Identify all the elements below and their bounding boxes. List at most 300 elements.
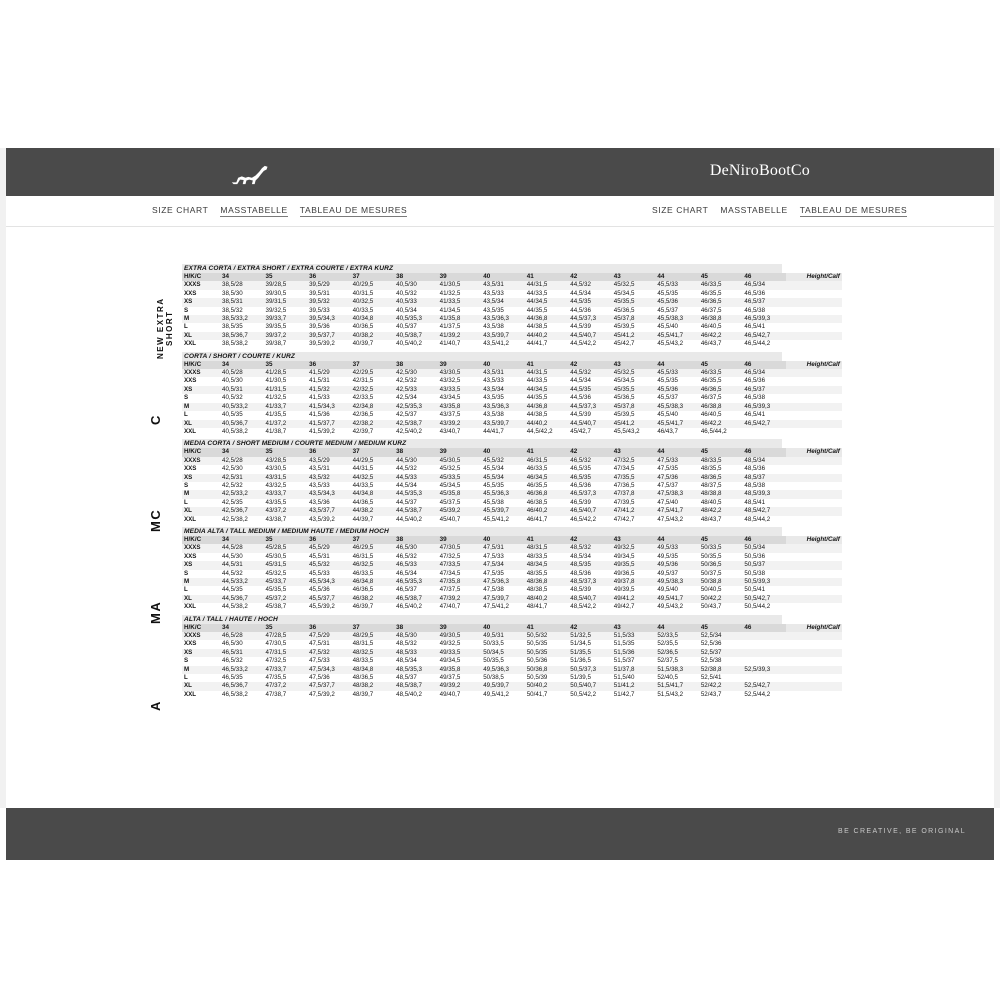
size-table-block: [182, 352, 840, 437]
table-cell: 42,5/31: [220, 474, 264, 482]
table-cell: 40,5/36,7: [220, 420, 264, 428]
table-cell: 46,5/40,7: [568, 507, 612, 515]
table-cell: 50/38,8: [699, 578, 743, 586]
table-cell: 44,5/32: [394, 465, 438, 473]
row-label: XXL: [182, 340, 220, 348]
table-cell: 48/34,8: [351, 666, 395, 674]
table-header-cell: 37: [351, 448, 395, 456]
table-cell: 47,5/34,3: [307, 666, 351, 674]
table-cell: 38,5/32: [220, 307, 264, 315]
table-cell: 39,5/39,2: [307, 340, 351, 348]
table-cell: 51,5/33: [612, 632, 656, 640]
table-cell: 45,5/34: [481, 474, 525, 482]
table-cell: 50,5/42,2: [568, 691, 612, 699]
table-cell: 41/38,7: [264, 428, 308, 436]
table-cell-pad: [786, 465, 842, 473]
table-cell: 45,5/40: [655, 323, 699, 331]
nav-item-tableau-right[interactable]: TABLEAU DE MESURES: [799, 205, 908, 215]
table-header-cell: 39: [438, 361, 482, 369]
table-cell: 47/35,5: [612, 474, 656, 482]
table-cell: 47/34,5: [438, 570, 482, 578]
table-cell: 47/37,2: [264, 682, 308, 690]
nav-right[interactable]: [652, 205, 907, 217]
row-label: M: [182, 490, 220, 498]
table-cell: 46,5/30: [220, 640, 264, 648]
table-cell: 45,5/38,3: [655, 315, 699, 323]
table-header-cell: H/K/C: [182, 624, 220, 632]
table-cell: 47/30,5: [438, 544, 482, 552]
table-header-cell: 35: [264, 536, 308, 544]
table-cell: 45,5/41,2: [481, 516, 525, 524]
table-cell: 43/37,5: [438, 411, 482, 419]
table-cell: 43,5/31: [481, 369, 525, 377]
table-cell: 47/39,5: [612, 499, 656, 507]
table-cell: 49/32,5: [438, 640, 482, 648]
table-cell: 47,5/39,7: [481, 595, 525, 603]
table-cell: 47/31,5: [264, 649, 308, 657]
table-cell: 50/38,5: [481, 674, 525, 682]
row-label: M: [182, 666, 220, 674]
table-cell: 45,5/36: [655, 386, 699, 394]
table-cell: 44/35,5: [525, 307, 569, 315]
table-cell: 44,5/37: [394, 499, 438, 507]
table-cell: 50,5/39: [525, 674, 569, 682]
table-cell: 46/38,8: [699, 403, 743, 411]
table-cell: 49,5/39,7: [481, 682, 525, 690]
table-cell: 43,5/33: [481, 290, 525, 298]
table-header-height-calf: Height/Calf: [786, 273, 842, 281]
table-cell: 42,5/33,2: [220, 490, 264, 498]
table-cell: 44/36,8: [525, 403, 569, 411]
table-cell: 44/32,5: [351, 474, 395, 482]
table-cell: 46,5/36,7: [220, 682, 264, 690]
table-cell: 44/36,8: [525, 315, 569, 323]
table-cell: 47/30,5: [264, 640, 308, 648]
table-cell: 43/33,5: [438, 386, 482, 394]
table-cell: 43/30,5: [264, 465, 308, 473]
table-cell: 44,5/38,2: [220, 603, 264, 611]
table-cell: 43/31,5: [264, 474, 308, 482]
table-cell: 40,5/33,2: [220, 403, 264, 411]
row-label: XL: [182, 507, 220, 515]
table-cell: 45,5/38: [481, 499, 525, 507]
table-cell: 44,5/32: [568, 281, 612, 289]
table-cell: 46/41,7: [525, 516, 569, 524]
table-cell: 40/32,5: [351, 298, 395, 306]
table-cell: 46,5/39,3: [742, 403, 786, 411]
table-cell: 47/28,5: [264, 632, 308, 640]
table-cell: 45/41,2: [612, 420, 656, 428]
table-row: [182, 640, 842, 648]
table-cell-pad: [786, 586, 842, 594]
table-cell: 47,5/36,3: [481, 578, 525, 586]
table-cell-pad: [786, 603, 842, 611]
table-header-cell: 45: [699, 624, 743, 632]
table-header-cell: 43: [612, 361, 656, 369]
table-header-cell: 42: [568, 624, 612, 632]
table-cell: 42/29,5: [351, 369, 395, 377]
nav-item-tableau-left[interactable]: TABLEAU DE MESURES: [299, 205, 408, 215]
table-header-cell: 38: [394, 361, 438, 369]
table-cell: 47,5/37,7: [307, 682, 351, 690]
table-cell: 45,5/37: [655, 394, 699, 402]
table-cell: 43,5/35: [481, 394, 525, 402]
table-cell: 49,5/35: [655, 553, 699, 561]
table-cell: 42,5/30: [394, 369, 438, 377]
table-cell: 48/35,5: [525, 570, 569, 578]
table-cell: 48,5/40,7: [568, 595, 612, 603]
table-cell: 50,5/37: [742, 561, 786, 569]
table-cell: 46,5/39: [568, 499, 612, 507]
table-cell: 46/42,2: [699, 420, 743, 428]
table-cell: 45/36,5: [612, 307, 656, 315]
table-cell: 44,5/35: [568, 386, 612, 394]
table-cell: 41/30,5: [264, 377, 308, 385]
table-cell: 45,5/43,2: [655, 340, 699, 348]
row-label: XXS: [182, 465, 220, 473]
row-label: S: [182, 570, 220, 578]
table-cell: 48,5/42,7: [742, 507, 786, 515]
table-cell: 46,5/35,3: [394, 578, 438, 586]
horse-icon: [228, 164, 274, 186]
size-table: [182, 624, 842, 700]
table-cell: 44,5/36,7: [220, 595, 264, 603]
row-label: XL: [182, 682, 220, 690]
table-cell: 46,5/33: [394, 561, 438, 569]
table-row: [182, 691, 842, 699]
table-cell: 48/34,5: [525, 561, 569, 569]
table-cell-pad: [786, 281, 842, 289]
table-cell: 44,5/37,3: [568, 315, 612, 323]
table-cell: 47,5/40: [655, 499, 699, 507]
table-cell: 43,5/33: [307, 482, 351, 490]
size-table: [182, 361, 842, 437]
table-cell: 46/38,2: [351, 595, 395, 603]
table-cell: 40,5/38,2: [220, 428, 264, 436]
table-cell: 48,5/34: [742, 457, 786, 465]
table-cell: 46,5/34: [394, 570, 438, 578]
table-cell: 50,5/32: [525, 632, 569, 640]
size-table: [182, 273, 842, 349]
table-cell: 44,5/33: [394, 474, 438, 482]
table-cell: 49/41,2: [612, 595, 656, 603]
table-cell: 52,5/39,3: [742, 666, 786, 674]
nav-item-masstabelle-right[interactable]: MASSTABELLE: [720, 205, 788, 215]
table-cell: 45/30,5: [438, 457, 482, 465]
table-cell: 47/37,5: [438, 586, 482, 594]
table-header-cell: 43: [612, 448, 656, 456]
table-cell: 45/32,5: [612, 369, 656, 377]
table-cell: 45/42,7: [568, 428, 612, 436]
table-cell: 49/30,5: [438, 632, 482, 640]
table-cell: 48/38,8: [699, 490, 743, 498]
table-cell: 46,5/32: [220, 657, 264, 665]
row-label: M: [182, 578, 220, 586]
table-cell: 41,5/32: [307, 386, 351, 394]
table-header-cell: H/K/C: [182, 361, 220, 369]
row-label: XXL: [182, 603, 220, 611]
table-cell: 43,5/34: [481, 386, 525, 394]
table-cell: 45,5/31: [307, 553, 351, 561]
table-cell: 47/32,5: [264, 657, 308, 665]
table-cell: 44/34,5: [525, 386, 569, 394]
table-cell: 43/30,5: [438, 369, 482, 377]
table-row: [182, 403, 842, 411]
table-cell: 45/31,5: [264, 561, 308, 569]
table-cell: 42,5/38,2: [220, 516, 264, 524]
table-cell: 45,5/41,7: [655, 332, 699, 340]
row-label: XXS: [182, 377, 220, 385]
row-label: XXXS: [182, 281, 220, 289]
table-row: [182, 570, 842, 578]
table-cell: 44/34,5: [525, 298, 569, 306]
table-cell: 47/39,2: [438, 595, 482, 603]
table-cell: 46/33,5: [351, 570, 395, 578]
table-cell: 49,5/38,3: [655, 578, 699, 586]
table-cell: 45/36,5: [612, 394, 656, 402]
row-label: M: [182, 403, 220, 411]
table-cell: 48,5/32: [394, 640, 438, 648]
table-cell: 45,5/35: [655, 377, 699, 385]
table-cell: 45/34,5: [612, 377, 656, 385]
table-cell: 43,5/34,3: [307, 490, 351, 498]
table-cell: 45,5/39,7: [481, 507, 525, 515]
table-cell: 42,5/35,3: [394, 403, 438, 411]
table-cell: 46,5/44,2: [742, 340, 786, 348]
table-cell: 45,5/36,3: [481, 490, 525, 498]
table-cell: 48,5/37,3: [568, 578, 612, 586]
row-label: XS: [182, 474, 220, 482]
table-cell: 43/35,5: [264, 499, 308, 507]
table-cell: 45/32,5: [264, 570, 308, 578]
table-cell: 42,5/28: [220, 457, 264, 465]
table-cell: 48,5/39,3: [742, 490, 786, 498]
row-label: XXXS: [182, 544, 220, 552]
size-table-title: CORTA / SHORT / COURTE / KURZ: [182, 352, 782, 361]
table-cell-pad: [786, 516, 842, 524]
table-row: [182, 682, 842, 690]
table-cell: 47,5/33: [307, 657, 351, 665]
table-cell: 45/34,5: [438, 482, 482, 490]
table-cell: 48/31,5: [351, 640, 395, 648]
table-cell: 48/33,5: [699, 457, 743, 465]
table-cell: 52/40,5: [655, 674, 699, 682]
table-cell: 47/33,5: [438, 561, 482, 569]
table-cell: 46,5/37,3: [568, 490, 612, 498]
table-cell-pad: [786, 298, 842, 306]
table-cell: 44/38,2: [351, 507, 395, 515]
table-row: [182, 482, 842, 490]
table-cell: 38,5/33,2: [220, 315, 264, 323]
table-cell: 45,5/43,2: [612, 428, 656, 436]
table-cell: 49,5/41,7: [655, 595, 699, 603]
table-cell: 44,5/30: [220, 553, 264, 561]
table-cell: 40,5/30: [394, 281, 438, 289]
table-row: [182, 507, 842, 515]
table-cell: 50/40,5: [699, 586, 743, 594]
table-cell: 44,5/36: [568, 394, 612, 402]
table-cell: 51/35,5: [568, 649, 612, 657]
table-cell-pad: [786, 290, 842, 298]
table-cell: 39,5/36: [307, 323, 351, 331]
size-table-block: [182, 264, 840, 349]
table-cell: 44/39,7: [351, 516, 395, 524]
table-cell: 52,5/44,2: [742, 691, 786, 699]
table-cell: 44,5/34: [568, 290, 612, 298]
table-cell: 45,5/33: [655, 369, 699, 377]
table-cell: 48/31,5: [525, 544, 569, 552]
table-cell: 39/35,5: [264, 323, 308, 331]
table-cell: 46,5/30: [394, 544, 438, 552]
table-row: [182, 499, 842, 507]
table-cell: 46,5/35: [568, 465, 612, 473]
nav-left[interactable]: [152, 205, 407, 217]
table-header-cell: 45: [699, 536, 743, 544]
table-cell: 41/37,2: [264, 420, 308, 428]
table-cell: 38,5/36,7: [220, 332, 264, 340]
table-cell: 46/38,8: [699, 315, 743, 323]
table-cell: 46,5/38,7: [394, 595, 438, 603]
table-cell: 49/42,7: [612, 603, 656, 611]
table-row: [182, 420, 842, 428]
table-cell: 50,5/37,3: [568, 666, 612, 674]
table-row: [182, 332, 842, 340]
table-cell: 41,5/39,2: [307, 428, 351, 436]
table-row: [182, 377, 842, 385]
table-cell: 38,5/28: [220, 281, 264, 289]
table-cell: 48/33,5: [351, 657, 395, 665]
table-cell: 39/33,7: [264, 315, 308, 323]
size-table-block: [182, 527, 840, 612]
table-cell: 47,5/31: [481, 544, 525, 552]
table-cell: 44,5/28: [220, 544, 264, 552]
table-row: [182, 578, 842, 586]
table-header-cell: 41: [525, 624, 569, 632]
table-cell: 40,5/34: [394, 307, 438, 315]
table-cell: 42/33,5: [351, 394, 395, 402]
table-header-cell: 34: [220, 536, 264, 544]
nav-item-masstabelle-left[interactable]: MASSTABELLE: [220, 205, 288, 215]
table-cell: 50/36,8: [525, 666, 569, 674]
table-cell: 48,5/42,2: [568, 603, 612, 611]
table-cell: [742, 640, 786, 648]
table-cell: 47/35,5: [264, 674, 308, 682]
size-table-block: [182, 439, 840, 524]
table-cell: 48,5/33: [394, 649, 438, 657]
table-cell: 48/36,5: [351, 674, 395, 682]
table-row: [182, 457, 842, 465]
table-cell: 46/29,5: [351, 544, 395, 552]
table-cell: 49,5/31: [481, 632, 525, 640]
table-cell-pad: [786, 490, 842, 498]
table-cell: 49,5/37: [655, 570, 699, 578]
table-cell-pad: [786, 377, 842, 385]
table-cell: 45/35,5: [264, 586, 308, 594]
table-cell: 52,5/36: [699, 640, 743, 648]
table-cell: 39/38,7: [264, 340, 308, 348]
table-cell: 38,5/30: [220, 290, 264, 298]
table-cell: 43/34,5: [438, 394, 482, 402]
table-cell: 51,5/37: [612, 657, 656, 665]
nav-item-size-chart-left[interactable]: SIZE CHART: [152, 205, 209, 215]
table-cell: 43,5/33: [481, 377, 525, 385]
table-header-cell: 41: [525, 361, 569, 369]
table-cell: 47,5/34: [481, 561, 525, 569]
table-cell: 51/42,7: [612, 691, 656, 699]
table-cell: 49/32,5: [612, 544, 656, 552]
table-cell: 49,5/36,3: [481, 666, 525, 674]
table-cell: 45,5/35: [481, 482, 525, 490]
table-cell: 51,5/41,7: [655, 682, 699, 690]
nav-item-size-chart-right[interactable]: SIZE CHART: [652, 205, 709, 215]
table-cell: 45,5/39,2: [307, 603, 351, 611]
table-cell: 44,5/35,3: [394, 490, 438, 498]
table-header-cell: 38: [394, 273, 438, 281]
table-cell: 41,5/33: [307, 394, 351, 402]
table-cell: 48,5/44,2: [742, 516, 786, 524]
table-cell: 46,5/38: [742, 307, 786, 315]
table-cell: 46,5/34: [742, 369, 786, 377]
table-row: [182, 307, 842, 315]
table-cell: 46,5/32: [568, 457, 612, 465]
table-cell: 45/30,5: [264, 553, 308, 561]
table-cell: 44/31,5: [525, 369, 569, 377]
table-cell: 45/40,7: [438, 516, 482, 524]
table-cell: 52/42,2: [699, 682, 743, 690]
table-cell: 52/33,5: [655, 632, 699, 640]
table-cell: 49/33,5: [438, 649, 482, 657]
table-cell: 46,5/36: [568, 482, 612, 490]
table-row: [182, 369, 842, 377]
row-label: S: [182, 307, 220, 315]
table-header-cell: 44: [655, 624, 699, 632]
table-cell: 46,5/31: [220, 649, 264, 657]
table-cell: 47,5/38: [481, 586, 525, 594]
row-label: L: [182, 674, 220, 682]
table-cell: 45,5/35: [655, 290, 699, 298]
table-header-cell: 35: [264, 361, 308, 369]
table-header-cell: 45: [699, 273, 743, 281]
table-header-cell: 34: [220, 273, 264, 281]
table-cell: 46/34,5: [525, 474, 569, 482]
table-cell: 52/35,5: [655, 640, 699, 648]
table-cell: 50/33,5: [481, 640, 525, 648]
table-cell: 43,5/31: [481, 281, 525, 289]
table-header-cell: 46: [742, 273, 786, 281]
table-cell: 50,5/39,3: [742, 578, 786, 586]
table-cell: 40/34,8: [351, 315, 395, 323]
table-cell: 39/31,5: [264, 298, 308, 306]
table-cell: 40/36,5: [351, 323, 395, 331]
table-cell: 43/32,5: [264, 482, 308, 490]
table-cell: 52,5/42,7: [742, 682, 786, 690]
table-cell-pad: [786, 403, 842, 411]
table-cell: 43,5/39,2: [307, 516, 351, 524]
table-cell: 50,5/35: [525, 640, 569, 648]
table-header-cell: 43: [612, 624, 656, 632]
table-header-cell: 35: [264, 273, 308, 281]
table-cell: 44/31,5: [351, 465, 395, 473]
table-cell: 44,5/42,2: [525, 428, 569, 436]
table-cell: 41/28,5: [264, 369, 308, 377]
table-header-cell: 45: [699, 448, 743, 456]
table-header-cell: H/K/C: [182, 273, 220, 281]
table-cell: 50,5/38: [742, 570, 786, 578]
row-label: L: [182, 323, 220, 331]
table-cell: 46,5/36: [742, 290, 786, 298]
table-cell: 41/35,5: [264, 411, 308, 419]
row-label: S: [182, 394, 220, 402]
